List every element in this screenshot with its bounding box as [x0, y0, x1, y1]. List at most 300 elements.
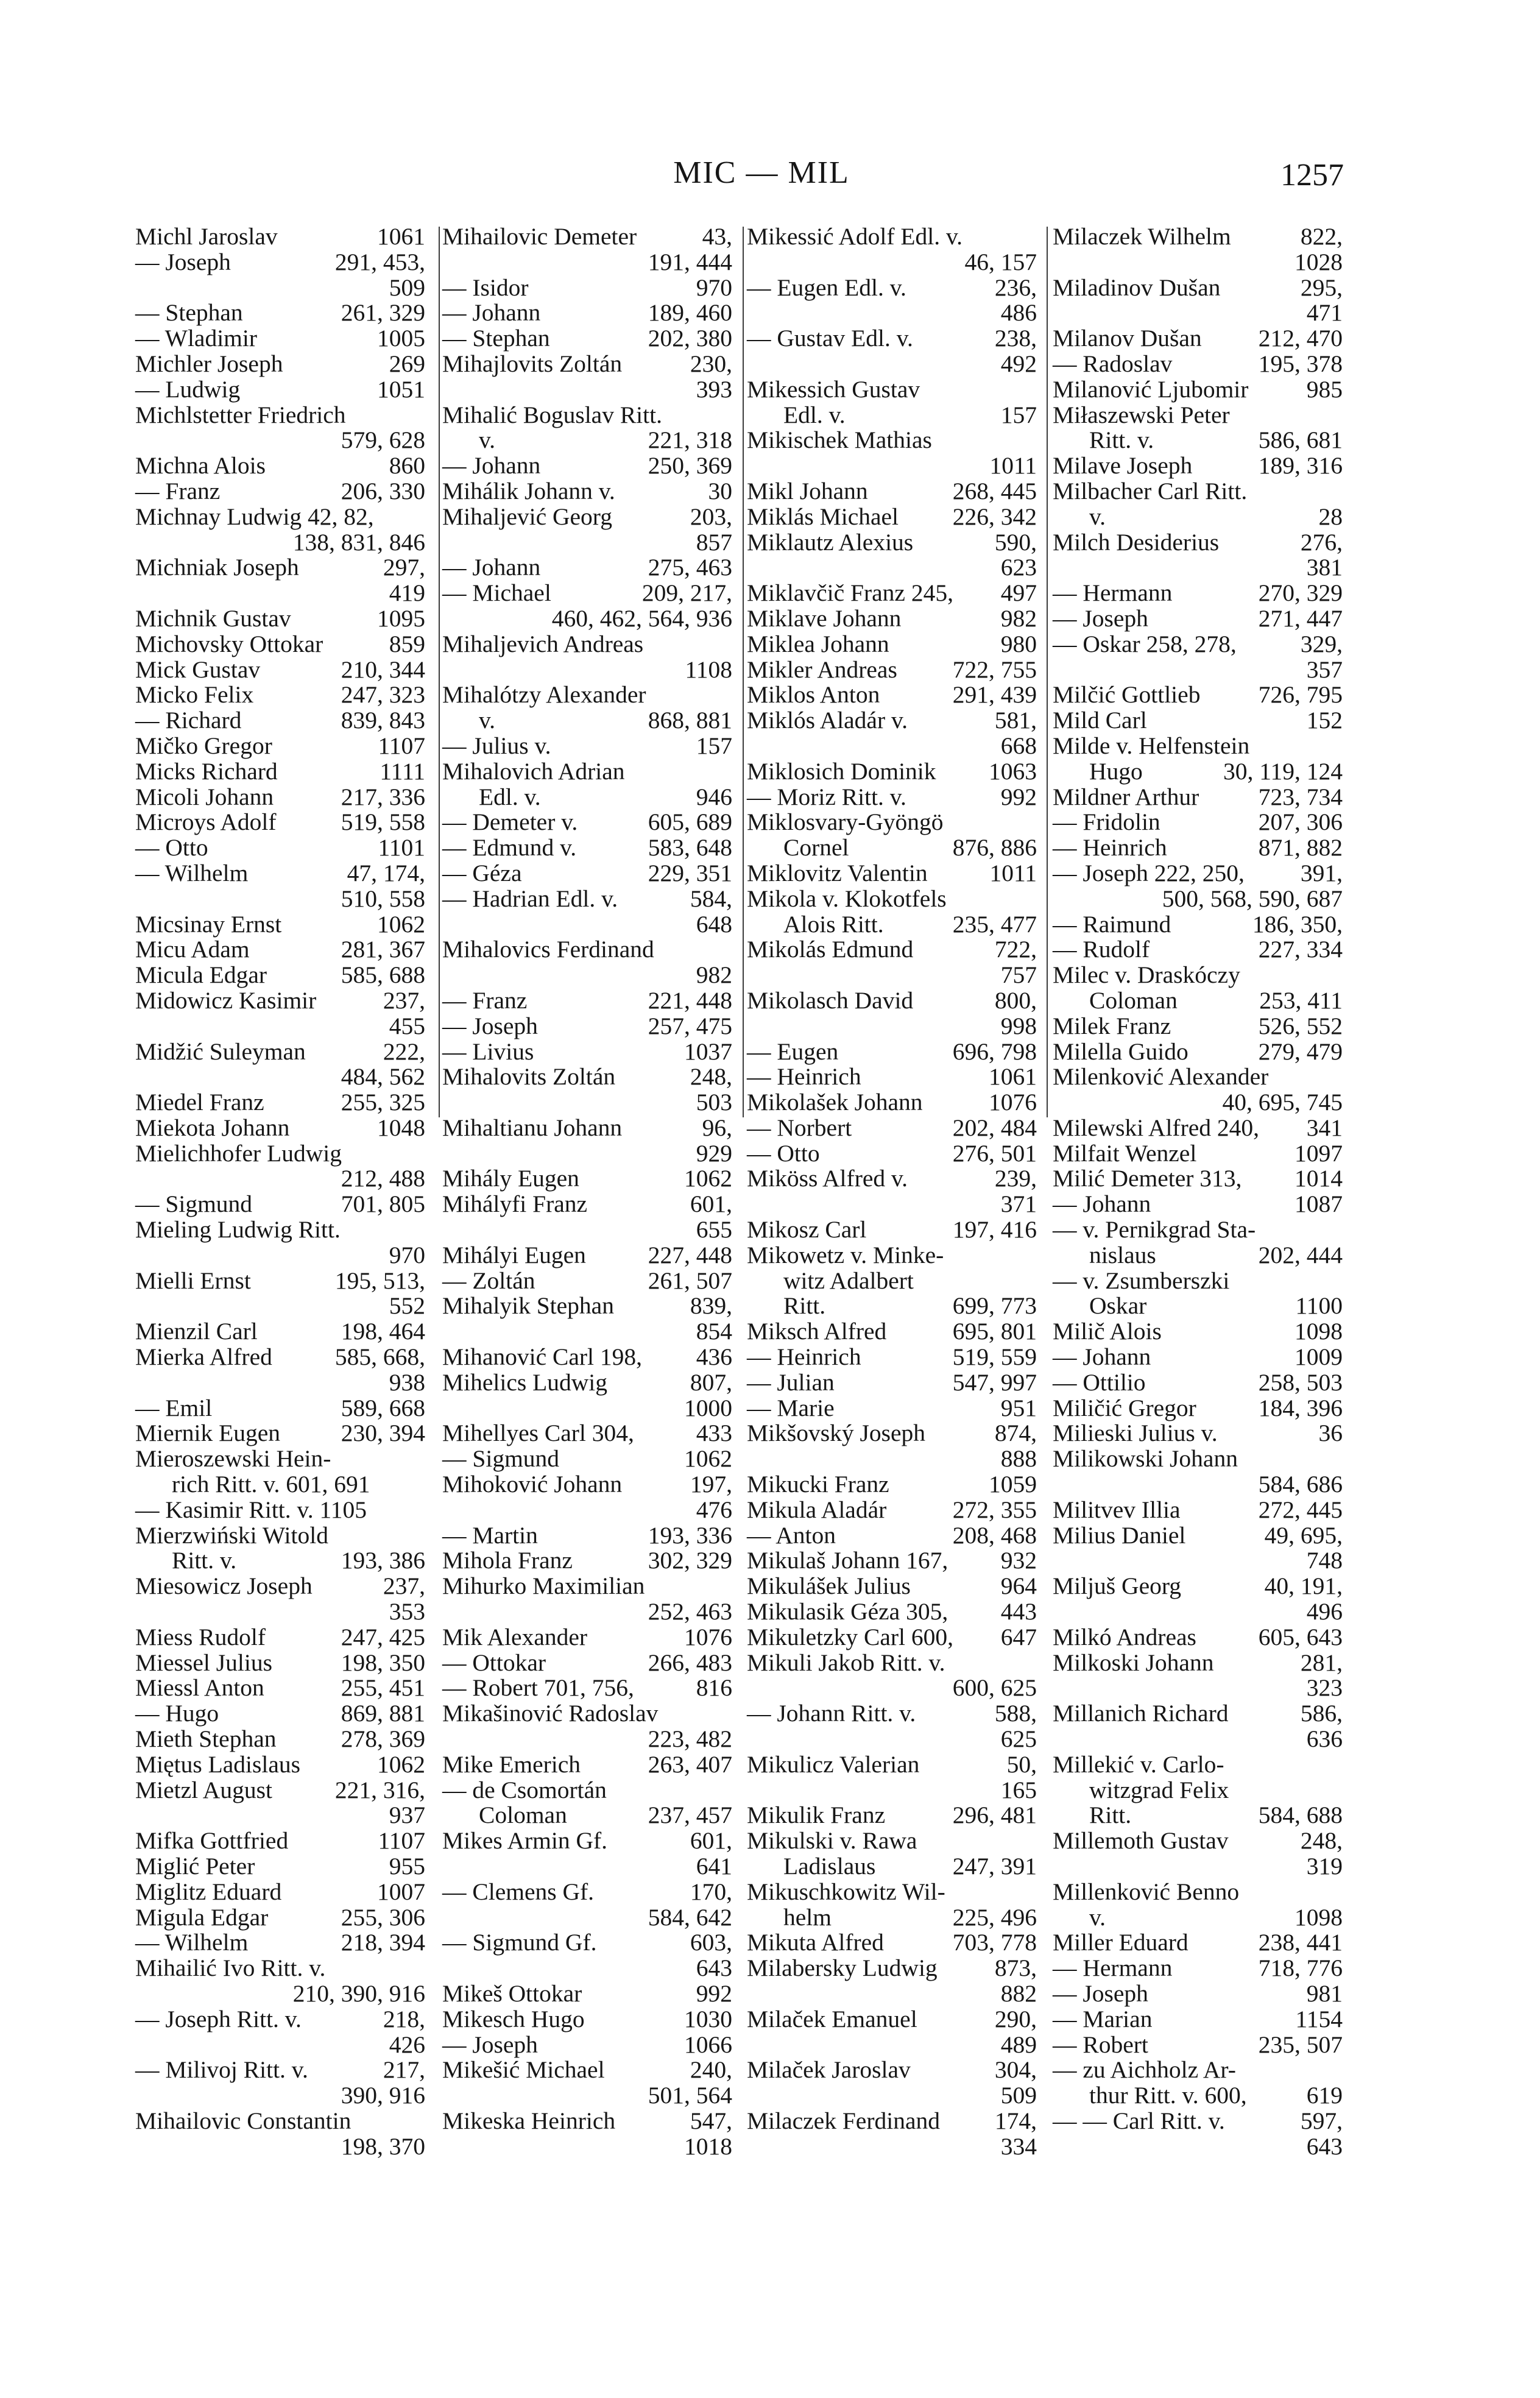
- entry-pages: 381: [1306, 554, 1343, 581]
- index-entry: [1053, 861, 1343, 886]
- index-entry: [442, 1446, 732, 1472]
- index-entry: [1053, 1064, 1343, 1090]
- entry-pages: 202, 380: [648, 325, 732, 352]
- entry-pages: 636: [1306, 1725, 1343, 1753]
- entry-pages: 882: [1000, 1979, 1037, 2007]
- index-entry: [1053, 555, 1343, 581]
- index-entry: [747, 1905, 1037, 1931]
- entry-name: — Robert: [1053, 2031, 1148, 2058]
- entry-pages: 1063: [989, 757, 1037, 785]
- entry-pages: 839, 843: [341, 707, 425, 734]
- entry-name: [747, 300, 1001, 326]
- entry-pages: 198, 464: [341, 1318, 425, 1345]
- entry-pages: 1095: [377, 604, 425, 632]
- running-head: MIC — MIL: [673, 155, 850, 190]
- entry-name: Hugo: [1089, 757, 1143, 785]
- entry-pages: 263, 407: [648, 1750, 732, 1778]
- entry-name: Mifka Gottfried: [135, 1827, 289, 1855]
- entry-pages: 235, 507: [1258, 2031, 1343, 2058]
- entry-name: [747, 1192, 1001, 1217]
- entry-pages: 583, 648: [648, 834, 732, 861]
- entry-name: Mikulski v. Rawa: [747, 1827, 917, 1855]
- entry-name: Micula Edgar: [135, 961, 267, 989]
- index-entry: [135, 785, 425, 810]
- index-entry: [135, 988, 425, 1014]
- entry-name: — Hugo: [135, 1700, 219, 1727]
- entry-name: Mihalovics Ferdinand: [442, 936, 654, 963]
- entry-name: Micsinay Ernst: [135, 910, 282, 938]
- index-entry: [747, 1498, 1037, 1523]
- index-entry: [135, 1574, 425, 1599]
- index-entry: [442, 708, 732, 734]
- index-entry: [442, 326, 732, 352]
- entry-name: Miksch Alfred: [747, 1318, 887, 1345]
- entry-pages: 235, 477: [952, 910, 1037, 938]
- entry-name: — Hermann: [1053, 1954, 1173, 1982]
- index-entry: [135, 1014, 425, 1039]
- index-entry: [747, 1854, 1037, 1880]
- index-entry: [1053, 785, 1343, 810]
- entry-name: Mikulik Franz: [747, 1802, 886, 1829]
- entry-name: [135, 1243, 389, 1268]
- entry-pages: 237, 457: [648, 1802, 732, 1829]
- entry-pages: 1062: [377, 910, 425, 938]
- entry-name: — Marie: [747, 1394, 835, 1421]
- entry-name: — Ottokar: [442, 1649, 546, 1676]
- entry-name: Miladinov Dušan: [1053, 274, 1221, 301]
- index-entry: [442, 1701, 732, 1727]
- entry-name: [747, 1446, 1001, 1472]
- entry-pages: 860: [389, 452, 425, 479]
- entry-name: Milkó Andreas: [1053, 1623, 1196, 1650]
- entry-pages: 195, 513,: [334, 1267, 425, 1294]
- index-entry: [442, 657, 732, 683]
- entry-name: Mihalovich Adrian: [442, 757, 625, 785]
- entry-name: — Joseph Ritt. v.: [135, 2005, 302, 2032]
- entry-pages: 210, 344: [341, 656, 425, 683]
- entry-name: — Heinrich: [1053, 834, 1167, 861]
- index-entry: [135, 1116, 425, 1141]
- index-entry: [442, 1981, 732, 2007]
- index-entry: [747, 1701, 1037, 1727]
- entry-name: — Johann Ritt. v.: [747, 1700, 916, 1727]
- entry-pages: 281, 367: [341, 936, 425, 963]
- index-entry: [442, 785, 732, 810]
- entry-pages: 876, 886: [952, 834, 1037, 861]
- entry-name: [135, 2083, 341, 2109]
- index-entry: [135, 250, 425, 275]
- entry-name: Mikessich Gustav: [747, 375, 920, 403]
- index-entry: [747, 403, 1037, 428]
- entry-name: — Johann: [442, 299, 541, 327]
- index-entry: [1053, 1192, 1343, 1217]
- entry-name: Miessl Anton: [135, 1674, 264, 1702]
- index-entry: [442, 963, 732, 988]
- entry-name: Miłaszewski Peter: [1053, 401, 1230, 428]
- entry-name: Alois Ritt.: [783, 910, 884, 938]
- entry-pages: 484, 562: [341, 1063, 425, 1091]
- entry-pages: 699, 773: [952, 1292, 1037, 1320]
- index-entry: [135, 1090, 425, 1116]
- entry-name: v.: [1089, 503, 1106, 530]
- entry-name: Micko Felix: [135, 681, 254, 709]
- entry-name: Milave Joseph: [1053, 452, 1193, 479]
- entry-name: Millanich Richard: [1053, 1700, 1229, 1727]
- entry-pages: 668: [1000, 732, 1037, 759]
- column-divider: [439, 227, 440, 1117]
- index-entry: [442, 734, 732, 759]
- entry-pages: 695, 801: [952, 1318, 1037, 1345]
- entry-pages: 748: [1306, 1547, 1343, 1574]
- entry-name: Milanov Dušan: [1053, 325, 1202, 352]
- entry-pages: 302, 329: [648, 1547, 732, 1574]
- entry-name: — Edmund v.: [442, 834, 577, 861]
- entry-pages: 1005: [377, 325, 425, 352]
- index-entry: [747, 810, 1037, 835]
- entry-pages: 170,: [690, 1878, 732, 1905]
- index-entry: [747, 1930, 1037, 1956]
- entry-pages: 202, 484: [952, 1114, 1037, 1141]
- entry-name: [442, 1905, 648, 1931]
- entry-pages: 390, 916: [341, 2082, 425, 2109]
- entry-pages: 619: [1306, 2082, 1343, 2109]
- entry-pages: 248,: [690, 1063, 732, 1091]
- entry-pages: 238,: [994, 325, 1037, 352]
- entry-pages: 40, 191,: [1264, 1572, 1343, 1600]
- index-entry: [135, 1396, 425, 1421]
- entry-pages: 197,: [690, 1471, 732, 1498]
- entry-pages: 191, 444: [648, 248, 732, 275]
- entry-pages: 393: [696, 375, 732, 403]
- index-entry: [135, 1548, 425, 1574]
- entry-name: Milfait Wenzel: [1053, 1139, 1197, 1167]
- index-entry: [442, 1956, 732, 1981]
- entry-name: [1053, 250, 1295, 275]
- index-entry: [135, 886, 425, 912]
- index-entry: [135, 1268, 425, 1294]
- index-entry: [1053, 453, 1343, 479]
- entry-name: [1053, 1090, 1223, 1116]
- entry-pages: 270, 329: [1258, 579, 1343, 607]
- entry-pages: 46, 157: [964, 248, 1037, 275]
- entry-pages: 157: [696, 732, 732, 759]
- index-entry: [1053, 352, 1343, 377]
- entry-pages: 601,: [690, 1827, 732, 1855]
- index-entry: [135, 403, 425, 428]
- index-entry: [747, 1268, 1037, 1294]
- entry-name: — Joseph: [1053, 604, 1148, 632]
- index-entry: [1053, 1446, 1343, 1472]
- index-entry: [1053, 1268, 1343, 1294]
- index-entry: [135, 1905, 425, 1931]
- index-entry: [747, 352, 1037, 377]
- entry-name: — Moriz Ritt. v.: [747, 783, 906, 810]
- entry-name: Miklosich Dominik: [747, 757, 936, 785]
- entry-pages: 296, 481: [952, 1802, 1037, 1829]
- entry-name: v.: [1089, 1903, 1106, 1931]
- index-entry: [747, 581, 1037, 606]
- entry-pages: 932: [1000, 1547, 1037, 1574]
- index-entry: [442, 1396, 732, 1421]
- entry-pages: 643: [696, 1954, 732, 1982]
- index-entry: [1053, 2134, 1343, 2160]
- entry-pages: 276, 501: [952, 1139, 1037, 1167]
- index-entry: [747, 453, 1037, 479]
- index-entry: [747, 1675, 1037, 1701]
- entry-pages: 297,: [383, 554, 425, 581]
- entry-name: [135, 1064, 341, 1090]
- entry-pages: 230,: [690, 350, 732, 377]
- entry-pages: 43,: [702, 223, 732, 250]
- entry-name: [442, 1090, 696, 1116]
- entry-name: — Eugen Edl. v.: [747, 274, 906, 301]
- index-entry: [747, 1396, 1037, 1421]
- entry-name: [442, 657, 685, 683]
- index-entry: [1053, 1905, 1343, 1931]
- entry-name: [135, 2032, 389, 2058]
- index-entry: [747, 708, 1037, 734]
- entry-pages: 1051: [377, 375, 425, 403]
- index-entry: [1053, 1981, 1343, 2007]
- entry-name: Milčić Gottlieb: [1053, 681, 1201, 709]
- index-entry: [1053, 1854, 1343, 1880]
- entry-name: — Oskar 258, 278,: [1053, 630, 1237, 657]
- entry-name: [747, 1727, 1001, 1752]
- entry-name: Michniak Joseph: [135, 554, 299, 581]
- entry-pages: 1059: [989, 1471, 1037, 1498]
- entry-pages: 206, 330: [341, 477, 425, 504]
- entry-name: — Julian: [747, 1368, 835, 1396]
- entry-pages: 329,: [1300, 630, 1343, 657]
- entry-pages: 603,: [690, 1929, 732, 1956]
- entry-name: [135, 1293, 389, 1319]
- entry-pages: 217,: [383, 2056, 425, 2084]
- entry-pages: 807,: [690, 1368, 732, 1396]
- entry-name: Milella Guido: [1053, 1038, 1189, 1065]
- entry-pages: 391,: [1300, 859, 1343, 886]
- index-entry: [747, 937, 1037, 963]
- entry-name: — Wilhelm: [135, 859, 249, 886]
- entry-name: v.: [479, 426, 496, 454]
- index-entry: [1053, 479, 1343, 504]
- index-entry: [135, 682, 425, 708]
- index-entry: [747, 1625, 1037, 1650]
- entry-name: Milaczek Ferdinand: [747, 2107, 940, 2134]
- index-entry: [1053, 835, 1343, 861]
- entry-name: [1053, 300, 1307, 326]
- entry-pages: 28: [1318, 503, 1343, 530]
- index-entry: [135, 1141, 425, 1167]
- index-entry: [747, 1981, 1037, 2007]
- index-entry: [1053, 1778, 1343, 1803]
- index-entry: [747, 1880, 1037, 1905]
- entry-pages: 208, 468: [952, 1521, 1037, 1549]
- entry-name: [442, 1956, 696, 1981]
- entry-pages: 929: [696, 1139, 732, 1167]
- index-entry: [442, 250, 732, 275]
- entry-name: [1053, 886, 1162, 912]
- index-entry: [1053, 1803, 1343, 1828]
- entry-pages: 726, 795: [1258, 681, 1343, 709]
- index-entry: [442, 1778, 732, 1803]
- entry-name: Ritt. v.: [1089, 426, 1154, 454]
- entry-pages: 221, 318: [648, 426, 732, 454]
- index-entry: [442, 1675, 732, 1701]
- entry-name: Milkoski Johann: [1053, 1649, 1214, 1676]
- entry-name: [442, 1854, 696, 1880]
- entry-pages: 281,: [1300, 1649, 1343, 1676]
- entry-name: helm: [783, 1903, 832, 1931]
- index-entry: [1053, 937, 1343, 963]
- index-entry: [442, 1803, 732, 1828]
- index-entry: [442, 937, 732, 963]
- index-entry: [1053, 1675, 1343, 1701]
- entry-pages: 49, 695,: [1264, 1521, 1343, 1549]
- entry-name: Milenković Alexander: [1053, 1063, 1269, 1091]
- entry-pages: 436: [696, 1343, 732, 1371]
- index-entry: [747, 1319, 1037, 1345]
- index-entry: [135, 861, 425, 886]
- index-entry: [1053, 1752, 1343, 1778]
- entry-name: Mikšovský Joseph: [747, 1420, 925, 1447]
- entry-pages: 1154: [1295, 2005, 1343, 2032]
- entry-name: Milaczek Wilhelm: [1053, 223, 1231, 250]
- entry-pages: 579, 628: [341, 426, 425, 454]
- index-entry: [442, 1880, 732, 1905]
- entry-pages: 857: [696, 528, 732, 556]
- entry-name: — — Carl Ritt. v.: [1053, 2107, 1225, 2134]
- index-entry: [1053, 1370, 1343, 1396]
- index-entry: [1053, 1141, 1343, 1167]
- index-entry: [747, 1370, 1037, 1396]
- entry-name: — Julius v.: [442, 732, 551, 759]
- entry-name: Mick Gustav: [135, 656, 261, 683]
- entry-pages: 501, 564: [648, 2082, 732, 2109]
- entry-pages: 696, 798: [952, 1038, 1037, 1065]
- entry-pages: 869, 881: [341, 1700, 425, 1727]
- index-entry: [442, 1548, 732, 1574]
- index-entry: [442, 2007, 732, 2032]
- index-entry: [1053, 377, 1343, 403]
- entry-name: Mikl Johann: [747, 477, 868, 504]
- entry-name: [442, 2083, 648, 2109]
- entry-name: Miglić Peter: [135, 1853, 255, 1880]
- entry-name: Miklave Johann: [747, 604, 902, 632]
- entry-name: [747, 453, 989, 479]
- entry-name: Michovsky Ottokar: [135, 630, 323, 657]
- index-entry: [442, 810, 732, 835]
- index-entry: [442, 428, 732, 453]
- index-entry: [135, 1064, 425, 1090]
- entry-pages: 859: [389, 630, 425, 657]
- entry-name: Mielli Ernst: [135, 1267, 251, 1294]
- entry-name: Mihaljevich Andreas: [442, 630, 644, 657]
- entry-name: Mičko Gregor: [135, 732, 272, 759]
- entry-name: [1053, 1854, 1307, 1880]
- entry-name: Mihailovic Demeter: [442, 223, 637, 250]
- entry-name: [135, 530, 293, 556]
- entry-name: [135, 886, 341, 912]
- entry-name: [442, 377, 696, 403]
- entry-pages: 648: [696, 910, 732, 938]
- entry-name: — Wladimir: [135, 325, 258, 352]
- entry-pages: 1011: [989, 452, 1037, 479]
- entry-pages: 519, 558: [341, 808, 425, 836]
- entry-pages: 998: [1000, 1012, 1037, 1039]
- entry-pages: 1011: [989, 859, 1037, 886]
- entry-name: Mikler Andreas: [747, 656, 897, 683]
- index-entry: [442, 300, 732, 326]
- index-entry: [747, 2007, 1037, 2032]
- entry-pages: 1061: [377, 223, 425, 250]
- entry-pages: 195, 378: [1258, 350, 1343, 377]
- index-entry: [1053, 988, 1343, 1014]
- entry-name: Coloman: [479, 1802, 567, 1829]
- entry-pages: 873,: [994, 1954, 1037, 1982]
- entry-pages: 1007: [377, 1878, 425, 1905]
- index-entry: [1053, 326, 1343, 352]
- entry-pages: 1087: [1295, 1190, 1343, 1218]
- entry-name: Miköss Alfred v.: [747, 1165, 908, 1192]
- entry-pages: 982: [696, 961, 732, 989]
- entry-pages: 526, 552: [1258, 1012, 1343, 1039]
- index-entry: [442, 861, 732, 886]
- index-entry: [747, 606, 1037, 632]
- entry-pages: 1030: [684, 2005, 732, 2032]
- entry-name: Miklosvary-Gyöngö: [747, 808, 944, 836]
- entry-pages: 854: [696, 1318, 732, 1345]
- entry-name: [442, 530, 696, 556]
- entry-pages: 353: [389, 1598, 425, 1625]
- entry-pages: 992: [696, 1979, 732, 2007]
- entry-pages: 601,: [690, 1190, 732, 1218]
- entry-pages: 552: [389, 1292, 425, 1320]
- entry-name: rich Ritt. v. 601, 691: [172, 1471, 370, 1498]
- entry-name: — Hadrian Edl. v.: [442, 885, 618, 912]
- index-entry: [747, 530, 1037, 556]
- index-entry: [442, 1854, 732, 1880]
- entry-pages: 323: [1306, 1674, 1343, 1702]
- entry-pages: 643: [1306, 2132, 1343, 2160]
- entry-pages: 30: [708, 477, 732, 504]
- entry-pages: 30, 119, 124: [1223, 757, 1343, 785]
- entry-pages: 290,: [994, 2005, 1037, 2032]
- entry-pages: 295,: [1300, 274, 1343, 301]
- entry-pages: 584, 686: [1258, 1471, 1343, 1498]
- entry-pages: 460, 462, 564, 936: [551, 604, 732, 632]
- entry-pages: 547,: [690, 2107, 732, 2134]
- index-entry: [747, 1116, 1037, 1141]
- index-entry: [135, 1701, 425, 1727]
- entry-name: [747, 1675, 953, 1701]
- entry-name: [1053, 1599, 1307, 1625]
- entry-pages: 50,: [1006, 1750, 1037, 1778]
- entry-pages: 443: [1000, 1598, 1037, 1625]
- index-entry: [747, 963, 1037, 988]
- entry-name: Millemoth Gustav: [1053, 1827, 1229, 1855]
- index-entry: [135, 1599, 425, 1625]
- index-entry: [747, 1599, 1037, 1625]
- entry-pages: 586,: [1300, 1700, 1343, 1727]
- entry-pages: 1066: [684, 2031, 732, 2058]
- entry-pages: 623: [1000, 554, 1037, 581]
- index-entry: [442, 504, 732, 530]
- entry-name: Milanović Ljubomir: [1053, 375, 1249, 403]
- entry-pages: 584, 642: [648, 1903, 732, 1931]
- index-entry: [442, 1039, 732, 1065]
- entry-name: Mielichhofer Ludwig: [135, 1139, 342, 1167]
- index-entry: [1053, 606, 1343, 632]
